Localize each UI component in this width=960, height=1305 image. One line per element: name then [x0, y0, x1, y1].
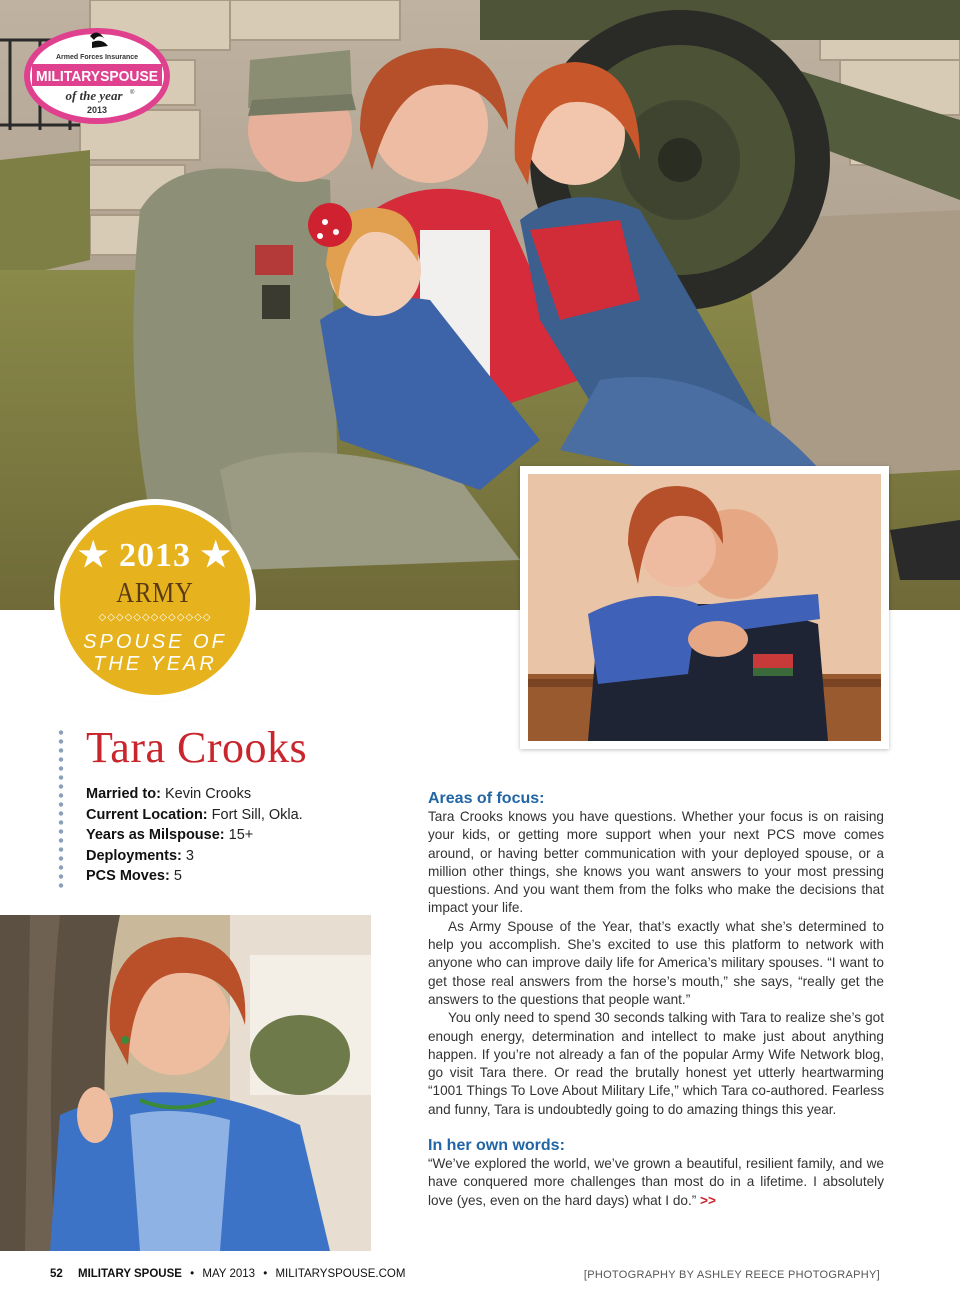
profile-facts — [86, 784, 303, 887]
badge-year: ★ 2013 ★ — [78, 537, 232, 574]
footer-bullet: • — [190, 1268, 195, 1280]
fact-row — [86, 784, 303, 805]
logo-title: MILITARYSPOUSE — [36, 68, 158, 85]
fact-row — [86, 846, 303, 867]
paragraph: As Army Spouse of the Year, that’s exactly what she’s determined to help you accomplish. She’s excited to use this platform to network with anyone who can improve daily life for America’s military spouses. “I want to get those real answers from the horse’s mouth,” she says, “really get the answers to the questions that people want.” — [428, 918, 884, 1007]
quote-text: “We’ve explored the world, we’ve grown a beautiful, resilient family, and we have conquered more challenges than most do in a lifetime. I absolutely love (yes, even on the hard days) what I do.” — [428, 1156, 884, 1208]
continue-arrow[interactable]: >> — [700, 1192, 716, 1208]
magazine-name: MILITARY SPOUSE — [78, 1268, 182, 1280]
footer-bullet: • — [263, 1268, 268, 1280]
badge-title — [60, 631, 250, 675]
fact-row — [86, 825, 303, 846]
badge-title-line1: SPOUSE OF — [83, 631, 227, 653]
logo-mark: ® — [130, 90, 135, 96]
fact-value: 5 — [173, 868, 182, 885]
heading-areas-of-focus: Areas of focus: — [428, 790, 545, 807]
paragraph: You only need to spend 30 seconds talking with Tara to realize she’s got enough energy, determination and intellect to make just about anything happen. If you’re not already a fan of the popular Army Wife Network blog, go visit Tara there. Or read the brutally honest yet utterly heartwarming “1001 Things To Love About Military Life,” which Tara co-authored. Fearless and funny, Tara is undoubtedly going to do amazing things this year. — [428, 1010, 884, 1117]
logo-year: 2013 — [86, 105, 108, 115]
quote — [428, 1155, 884, 1210]
fact-label: Current Location: — [86, 806, 208, 823]
photo-credit: [PHOTOGRAPHY BY ASHLEY REECE PHOTOGRAPHY] — [583, 1269, 880, 1281]
logo-sponsor: Armed Forces Insurance — [55, 54, 139, 61]
fact-row — [86, 866, 303, 887]
portrait-photo — [0, 915, 371, 1251]
page-number: 52 — [50, 1268, 63, 1280]
paragraph: Tara Crooks knows you have questions. Whether your focus is on raising your kids, or getting more support when your next PCS move comes around, or having better communication with your deployed spouse, or a million other things, she knows you want answers to your most pressing questions. And you want them from the folks who make the decisions that impact your life. — [428, 809, 884, 916]
fact-label: Deployments: — [86, 847, 182, 864]
fact-value: 3 — [185, 847, 194, 864]
page-footer — [50, 1268, 405, 1280]
badge-title-line2: THE YEAR — [93, 653, 217, 675]
profile-name: Tara Crooks — [86, 723, 308, 772]
article-body — [428, 790, 884, 1210]
fact-label: PCS Moves: — [86, 868, 170, 885]
fact-label: Years as Milspouse: — [86, 827, 225, 844]
fact-value: 15+ — [228, 827, 254, 844]
website[interactable]: MILITARYSPOUSE.COM — [275, 1268, 406, 1280]
dotted-divider — [58, 728, 64, 888]
badge-branch: ARMY — [116, 577, 194, 609]
fact-label: Married to: — [86, 786, 161, 802]
issue-date: MAY 2013 — [202, 1268, 256, 1280]
badge-ornament: ◇◇◇◇◇◇◇◇◇◇◇◇◇ — [98, 612, 212, 623]
heading-in-her-own-words: In her own words: — [428, 1137, 565, 1155]
fact-value: Fort Sill, Okla. — [211, 806, 303, 823]
military-spouse-of-the-year-logo — [22, 26, 172, 126]
army-spouse-badge — [60, 505, 250, 695]
logo-subtitle: of the year — [65, 88, 123, 103]
fact-value: Kevin Crooks — [164, 786, 252, 802]
couple-photo — [520, 466, 889, 749]
fact-row — [86, 805, 303, 826]
